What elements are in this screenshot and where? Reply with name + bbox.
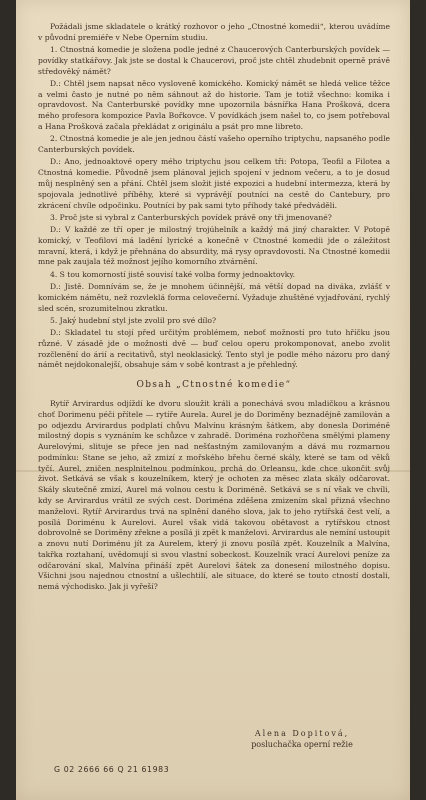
print-code: G 02 2666 66 Q 21 61983 [54, 765, 170, 774]
answer-5: D.: Skladatel tu stojí před určitým problémem, neboť možností pro tuto hříčku jsou různé. V zásadě jde o možnosti dvě — buď celou operu prokomponovat, anebo zvolit rozčlenění do árií a recitativů, styl neoklasický. Tento styl je podle mého názoru pro daný námět nejdokonalejší, obsahuje sám v sobě kontrast a je přehledný. [38, 328, 390, 370]
intro-paragraph: Požádali jsme skladatele o krátký rozhovor o jeho „Ctnostné komedii“, kterou uvádíme v původní premiéře v Nebe Operním studiu. [38, 22, 390, 42]
question-1: 1. Ctnostná komedie je složena podle jedné z Chaucerových Canterburských povídek — povídky statkářovy. Jak jste se dostal k Chaucerovi, proč jste chtěl zhudebnit operně právě středověký námět? [38, 45, 390, 76]
answer-4: D.: Jistě. Domnívám se, že je mnohem účinnější, má větší dopad na diváka, zvlášť v komickém námětu, než rozvleklá forma celovečerní. Vyžaduje zhuštěné vyjadřování, rychlý sled scén, srozumitelnou zkratku. [38, 281, 390, 313]
question-3: 3. Proč jste si vybral z Canterburských povídek právě ony tři jmenované? [50, 212, 332, 222]
program-page [16, 0, 410, 800]
question-4: 4. S tou komorností jistě souvisí také volba formy jednoaktovky. [50, 269, 296, 279]
author-role: posluchačka operní režie [251, 739, 353, 749]
author-name: Alena Dopitová, [254, 729, 350, 738]
article-body [38, 22, 390, 595]
answer-1: D.: Chtěl jsem napsat něco vysloveně komického. Komický námět se hledá velice těžce a velmi často je nutné po něm sáhnout až do historie. Tam je totiž všechno: komika i opravdovost. Na Canterburské povídky mne upozornila básnířka Hana Prošková, dcera mého profesora kompozice Pavla Bořkovce. V povídkách jsem našel to, co jsem potřeboval a Hana Prošková začala překládat z originálu a psát pro mne libreto. [38, 78, 390, 132]
question-2: 2. Ctnostná komedie je ale jen jednou částí vašeho operního triptychu, napsaného podle Canterburských povídek. [38, 134, 390, 155]
author-signature [222, 729, 382, 751]
synopsis-heading: Obsah „Ctnostné komedie“ [136, 380, 292, 391]
synopsis-paragraph: Rytíř Arvirardus odjíždí ke dvoru sloužit králi a ponechává svou mladičkou a krásnou choť Dorimenu péči přítele — rytíře Aurela. Aurel je do Doriměny beznadějně zamilován a po odjezdu Arvirardus podplatí chůvu Malvínu krásným šátkem, aby donesla Doriméně milostný dopis s vyznáním ke schůzce v zahradě. Doriména rozhořčena smělými plameny Aurelovými, slituje se přece jen nad nešťastným zamilovaným a dává mu rozmarnou podmínku: Stane se jeho, až zmizí z mořského břehu černé skály, které se tam od věků tyčí. Aurel, zničen nesplnitelnou podmínkou, prchá do Orleansu, kde chce ukončit svůj život. Setkává se však s kouzelníkem, který je ochoten za měsec zlata skály odčarovat. Skály skutečně zmizí, Aurel má volnou cestu k Doriméně. Setkává se s ní však ve chvíli, kdy se Arvirardus vrátil ze svých cest. Doriména zděšena zmizením skal přizná všechno manželovi. Rytíř Arvirardus trvá na splnění daného slova, jak to jeho rytířská čest velí, a posílá Doriménu k Aurelovi. Aurel však vidá takovou obětavost a rytířskou ctnost dobrovolně se Doriměny zřekne a posílá ji zpět k manželovi. Arvirardus ale nemíní ustoupit a znovu nutí Doriménu jít za Aurelem, který ji znovu posílá zpět. Kouzelník a Malvína, takřka roztahaní, uvědomují si svou vlastní sobeckost. Kouzelník vrací Aurelovi peníze za odčarování skal, Malvína přináší zpět Aurelovi šátek za donesení milostného dopisu. Všichni jsou najednou ctnostní a ušlechtilí, ale situace, do které se touto ctností dostali, nemá východisko. Jak ji vyřeší? [38, 398, 390, 592]
answer-2: D.: Ano, jednoaktové opery mého triptychu jsou celkem tři: Potopa, Teofil a Filotea a Ctnostná komedie. Původně jsem plánoval jejich spojení v jednom večeru, a to je dosud můj nesplněný sen a přání. Chtěl jsem složit jisté expozici a hudební intermezza, která by spojovala jednotlivé příběhy, které si vyprávějí poutníci na cestě do Cantebury, pro zkrácení chvíle odpočinku. Poutníci by pak sami tyto příhody také předváděli. [38, 157, 390, 210]
answer-3: D.: V každé ze tří oper je milostný trojúhelník a každý má jiný charakter. V Potopě komický, v Teofilovi má ladění lyrické a konečně v Ctnostné komedii jde o záležitost mravní, která, i když je přehnána do absurdity, má rysy opravdovosti. Na Ctnostné komedii mne pak zaujala též možnost jejího komorního ztvárnění. [38, 225, 390, 267]
question-5: 5. Jaký hudební styl jste zvolil pro své dílo? [50, 315, 217, 325]
